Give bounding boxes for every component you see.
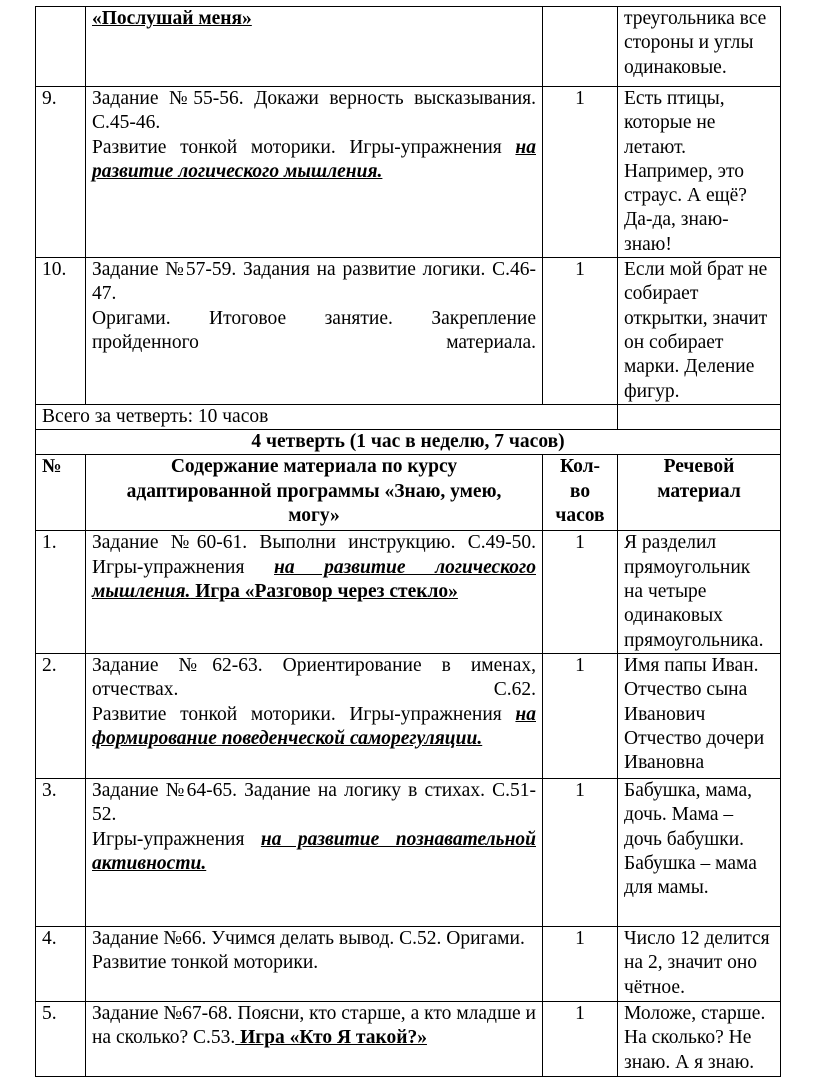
hours-cell: 1 (543, 258, 618, 405)
speech-cell: Число 12 делится на 2, значит оно чётное. (618, 926, 781, 1001)
lesson-activity (92, 828, 536, 877)
content-cell (86, 258, 543, 405)
table-row (36, 653, 781, 778)
hours-cell (543, 7, 618, 87)
lesson-task: Задание №57-59. Задания на развитие логики. С.46-47. (92, 259, 536, 305)
content-cell (86, 87, 543, 258)
table-row (36, 1001, 781, 1076)
hours-cell: 1 (543, 653, 618, 778)
content-cell (86, 7, 543, 87)
speech-cell: треугольника все стороны и углы одинаковые. (618, 7, 781, 87)
total-cell: Всего за четверть: 10 часов (36, 404, 618, 429)
lesson-activity: Оригами. Итоговое занятие. Закрепление пройденного материала. (92, 307, 536, 353)
table-row (36, 258, 781, 405)
lesson-title: «Послушай меня» (92, 8, 252, 29)
table-row (36, 87, 781, 258)
hours-cell: 1 (543, 778, 618, 926)
header-speech: Речевой материал (618, 455, 781, 531)
activity-focus: на развитие познавательной активности. (92, 828, 536, 874)
lesson-activity (92, 136, 536, 185)
speech-cell: Я разделил прямоугольник на четыре одинаковых прямоугольника. (618, 531, 781, 653)
lesson-task: Задание №55-56. Докажи верность высказывания. С.45-46. (92, 88, 536, 134)
quarter-title-row (36, 430, 781, 455)
row-number-cell: 5. (36, 1001, 86, 1076)
task-text: Задание №60-61. Выполни инструкцию. С.49-50. Игры-упражнения (92, 532, 536, 578)
table-row (36, 926, 781, 1001)
quarter-title: 4 четверть (1 час в неделю, 7 часов) (36, 430, 781, 455)
game-title: Игра «Кто Я такой?» (235, 1027, 427, 1049)
content-cell (86, 531, 543, 653)
row-number-cell: 1. (36, 531, 86, 653)
row-number-cell: 3. (36, 778, 86, 926)
activity-text: Игры-упражнения (92, 828, 261, 850)
lesson-task: Задание №62-63. Ориентирование в именах, отчествах. С.62. (92, 654, 536, 701)
lesson-text (92, 531, 536, 604)
speech-cell: Бабушка, мама, дочь. Мама – дочь бабушки. Бабушка – мама для мамы. (618, 778, 781, 926)
row-number-cell: 9. (36, 87, 86, 258)
row-number-cell (36, 7, 86, 87)
hours-cell: 1 (543, 926, 618, 1001)
table-row (36, 7, 781, 87)
activity-text: Развитие тонкой моторики. Игры-упражнения (92, 136, 516, 158)
speech-cell: Имя папы Иван. Отчество сына Иванович Отчество дочери Ивановна (618, 653, 781, 778)
lesson-activity (92, 703, 536, 752)
hours-cell: 1 (543, 531, 618, 653)
table-row (36, 778, 781, 926)
curriculum-table (35, 6, 781, 1077)
header-number: № (36, 455, 86, 531)
row-number-cell: 10. (36, 258, 86, 405)
content-cell (86, 778, 543, 926)
total-row (36, 404, 781, 429)
table-row (36, 531, 781, 653)
content-cell (86, 653, 543, 778)
speech-cell: Если мой брат не собирает открытки, значит он собирает марки. Деление фигур. (618, 258, 781, 405)
header-row (36, 455, 781, 531)
activity-text: Развитие тонкой моторики. Игры-упражнения (92, 703, 516, 725)
speech-cell: Моложе, старше. На сколько? Не знаю. А я знаю. (618, 1001, 781, 1076)
hours-cell: 1 (543, 1001, 618, 1076)
content-cell (86, 1001, 543, 1076)
activity-focus: на развитие логического мышления. (92, 556, 536, 603)
lesson-task: Задание №64-65. Задание на логику в стихах. С.51-52. (92, 779, 536, 826)
empty-cell (618, 404, 781, 429)
speech-cell: Есть птицы, которые не летают. Например, это страус. А ещё? Да-да, знаю-знаю! (618, 87, 781, 258)
row-number-cell: 2. (36, 653, 86, 778)
header-content: Содержание материала по курсу адаптированной программы «Знаю, умею, могу» (86, 455, 543, 531)
hours-cell: 1 (543, 87, 618, 258)
game-title: Игра «Разговор через стекло» (190, 581, 458, 603)
header-hours: Кол-во часов (543, 455, 618, 531)
activity-focus: на формирование поведенческой саморегуляции. (92, 703, 536, 749)
content-cell: Задание №66. Учимся делать вывод. С.52. Оригами. Развитие тонкой моторики. (86, 926, 543, 1001)
lesson-text (92, 1002, 536, 1051)
row-number-cell: 4. (36, 926, 86, 1001)
activity-focus: на развитие логического мышления. (92, 136, 536, 182)
task-text: Задание №67-68. Поясни, кто старше, а кто младше и на сколько? С.53. (92, 1002, 536, 1049)
